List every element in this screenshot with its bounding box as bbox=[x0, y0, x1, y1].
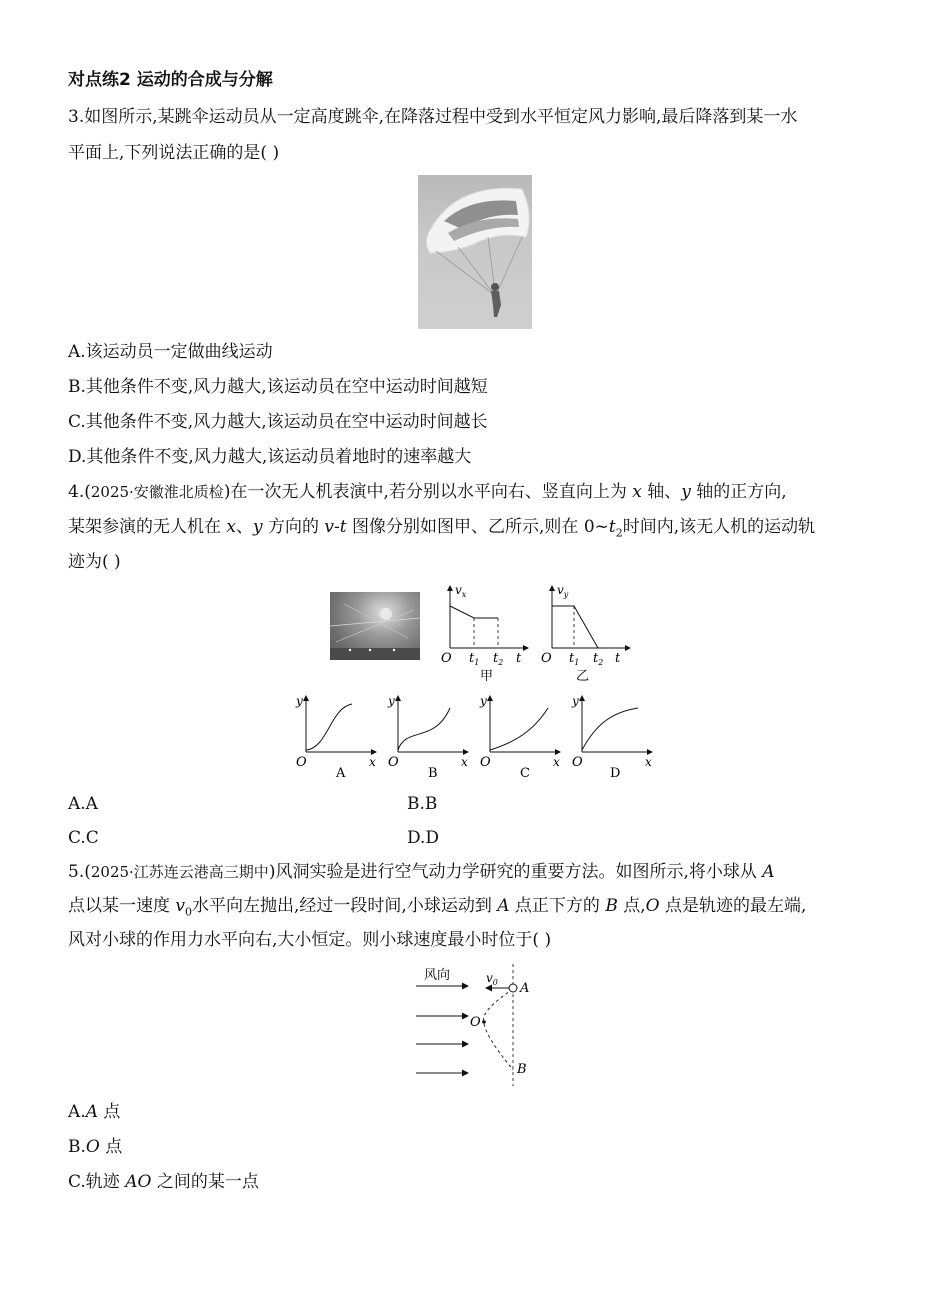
q5-option-text: C.轨迹 bbox=[68, 1172, 126, 1192]
var-t2-sub: 2 bbox=[615, 526, 623, 540]
q5-text: 点正下方的 bbox=[509, 896, 606, 916]
parachutist-photo bbox=[418, 175, 532, 329]
q5-text: 5.( bbox=[68, 862, 91, 882]
q4-source: 2025·安徽淮北质检 bbox=[90, 483, 224, 501]
q5-option-text: B. bbox=[68, 1137, 86, 1157]
section-title: 对点练2 运动的合成与分解 bbox=[68, 70, 273, 90]
q3-stem-line1: 3.如图所示,某跳伞运动员从一定高度跳伞,在降落过程中受到水平恒定风力影响,最后降落到某一水 bbox=[68, 107, 798, 127]
q4-option-d[interactable]: D.D bbox=[407, 828, 440, 848]
var-y: y bbox=[253, 517, 263, 537]
q5-text: 水平向左抛出,经过一段时间,小球运动到 bbox=[192, 896, 498, 916]
choice-d-graph[interactable] bbox=[571, 694, 652, 781]
choice-b-caption: B bbox=[428, 766, 438, 781]
graph-yi-t-axis-label: t bbox=[615, 651, 621, 666]
drone-lights-illustration bbox=[330, 592, 420, 660]
q5-source: 2025·江苏连云港高三期中 bbox=[90, 863, 269, 881]
q4-option-b[interactable]: B.B bbox=[407, 794, 438, 814]
q4-text: 4.( bbox=[68, 482, 91, 502]
q4-text: 轴、 bbox=[641, 482, 682, 502]
wind-direction-label: 风向 bbox=[424, 968, 451, 983]
choice-c-curve bbox=[490, 708, 548, 750]
choice-d-x-label: x bbox=[645, 755, 652, 769]
choice-a-x-label: x bbox=[369, 755, 376, 769]
var-b: B bbox=[605, 896, 618, 916]
var-t2: t bbox=[608, 517, 616, 537]
q3-option-b[interactable]: B.其他条件不变,风力越大,该运动员在空中运动时间越短 bbox=[68, 377, 488, 397]
q5-option-b[interactable] bbox=[68, 1135, 122, 1159]
choice-b-y-label: y bbox=[388, 694, 395, 708]
trajectory-curve bbox=[483, 989, 513, 1070]
q5-text: 点以某一速度 bbox=[68, 896, 176, 916]
choice-b-origin: O bbox=[388, 755, 399, 770]
q3-stem-line2: 平面上,下列说法正确的是( ) bbox=[68, 143, 280, 163]
graph-yi-vy-label: $v_y$ bbox=[557, 583, 569, 599]
q4-text: 时间内,该无人机的运动轨 bbox=[622, 517, 816, 537]
q5-text: 点是轨迹的最左端, bbox=[659, 896, 807, 916]
q5-stem-line2 bbox=[68, 894, 806, 924]
q5-option-text: 之间的某一点 bbox=[151, 1172, 259, 1192]
choice-b-x-label: x bbox=[461, 755, 468, 769]
q5-option-text: A. bbox=[68, 1102, 86, 1122]
choice-d-origin: O bbox=[572, 755, 583, 770]
label-a: A bbox=[520, 981, 530, 996]
trajectory-choices bbox=[292, 690, 662, 782]
ball-at-a bbox=[509, 984, 517, 992]
graph-yi-caption: 乙 bbox=[576, 669, 590, 684]
graph-yi-t1: $t_1$ bbox=[569, 651, 580, 667]
var-y: y bbox=[681, 482, 691, 502]
var-o: O bbox=[645, 896, 660, 916]
graph-jia-vx-label: $v_x$ bbox=[455, 583, 467, 599]
q4-text: )在一次无人机表演中,若分别以水平向右、竖直向上为 bbox=[223, 482, 633, 502]
q5-option-c[interactable] bbox=[68, 1170, 259, 1194]
choice-c-y-label: y bbox=[480, 694, 487, 708]
q5-text: 点, bbox=[617, 896, 646, 916]
graph-yi-origin: O bbox=[541, 651, 552, 666]
choice-a-graph[interactable] bbox=[295, 694, 376, 781]
graph-yi-vy-t bbox=[538, 582, 638, 686]
q4-stem-line2 bbox=[68, 515, 815, 545]
choice-a-origin: O bbox=[296, 755, 307, 770]
var-v0: v bbox=[175, 896, 186, 916]
graph-yi-curve bbox=[552, 606, 598, 648]
var-o: O bbox=[85, 1137, 100, 1157]
graph-jia-caption: 甲 bbox=[480, 669, 494, 684]
choice-a-y-label: y bbox=[296, 694, 303, 708]
v0-label: $v_0$ bbox=[486, 971, 498, 987]
q5-text: )风洞实验是进行空气动力学研究的重要方法。如图所示,将小球从 bbox=[268, 862, 763, 882]
choice-c-origin: O bbox=[480, 755, 491, 770]
choice-d-caption: D bbox=[610, 766, 621, 781]
graph-jia-t-axis-label: t bbox=[516, 651, 522, 666]
q4-stem-line1 bbox=[68, 480, 787, 504]
q5-stem-line3: 风对小球的作用力水平向右,大小恒定。则小球速度最小时位于( ) bbox=[68, 930, 552, 950]
drone-show-photo bbox=[330, 592, 420, 660]
var-x: x bbox=[226, 517, 236, 537]
label-b: B bbox=[517, 1062, 527, 1077]
choice-a-caption: A bbox=[336, 766, 346, 781]
q4-option-a[interactable]: A.A bbox=[68, 794, 98, 814]
q5-option-text: 点 bbox=[97, 1102, 121, 1122]
choice-d-y-label: y bbox=[572, 694, 579, 708]
point-o bbox=[482, 1020, 486, 1024]
graph-jia-curve bbox=[450, 606, 498, 618]
graph-jia-vx-t bbox=[436, 582, 536, 686]
graph-jia-origin: O bbox=[441, 651, 452, 666]
q3-option-d[interactable]: D.其他条件不变,风力越大,该运动员着地时的速率越大 bbox=[68, 447, 472, 467]
label-o: O bbox=[470, 1015, 481, 1030]
q5-option-text: 点 bbox=[99, 1137, 123, 1157]
q3-option-c[interactable]: C.其他条件不变,风力越大,该运动员在空中运动时间越长 bbox=[68, 412, 488, 432]
q5-stem-line1 bbox=[68, 860, 775, 884]
choice-c-x-label: x bbox=[553, 755, 560, 769]
q5-option-a[interactable] bbox=[68, 1100, 120, 1124]
var-v0-sub: 0 bbox=[185, 905, 193, 919]
choice-b-graph[interactable] bbox=[387, 694, 468, 781]
var-a: A bbox=[85, 1102, 98, 1122]
var-x: x bbox=[632, 482, 642, 502]
choice-a-curve bbox=[306, 704, 352, 750]
graph-jia-t2: $t_2$ bbox=[493, 651, 504, 667]
parachute-illustration bbox=[418, 175, 532, 329]
q3-option-a[interactable]: A.该运动员一定做曲线运动 bbox=[68, 342, 273, 362]
wind-tunnel-figure bbox=[414, 962, 538, 1088]
q4-text: 方向的 bbox=[262, 517, 325, 537]
q4-text: 、 bbox=[236, 517, 253, 537]
choice-c-graph[interactable] bbox=[479, 694, 560, 781]
graph-jia-t1: $t_1$ bbox=[469, 651, 480, 667]
graph-yi-t2: $t_2$ bbox=[593, 651, 604, 667]
q4-text: 某架参演的无人机在 bbox=[68, 517, 227, 537]
q4-stem-line3: 迹为( ) bbox=[68, 552, 121, 572]
var-ao: AO bbox=[125, 1172, 152, 1192]
choice-b-curve bbox=[398, 708, 450, 750]
q4-text: 轴的正方向, bbox=[690, 482, 787, 502]
var-a: A bbox=[497, 896, 510, 916]
choice-d-curve bbox=[582, 708, 638, 750]
q4-text: 图像分别如图甲、乙所示,则在 0~ bbox=[346, 517, 609, 537]
var-vt: v-t bbox=[324, 517, 347, 537]
var-a: A bbox=[762, 862, 775, 882]
choice-c-caption: C bbox=[520, 766, 530, 781]
q4-option-c[interactable]: C.C bbox=[68, 828, 99, 848]
